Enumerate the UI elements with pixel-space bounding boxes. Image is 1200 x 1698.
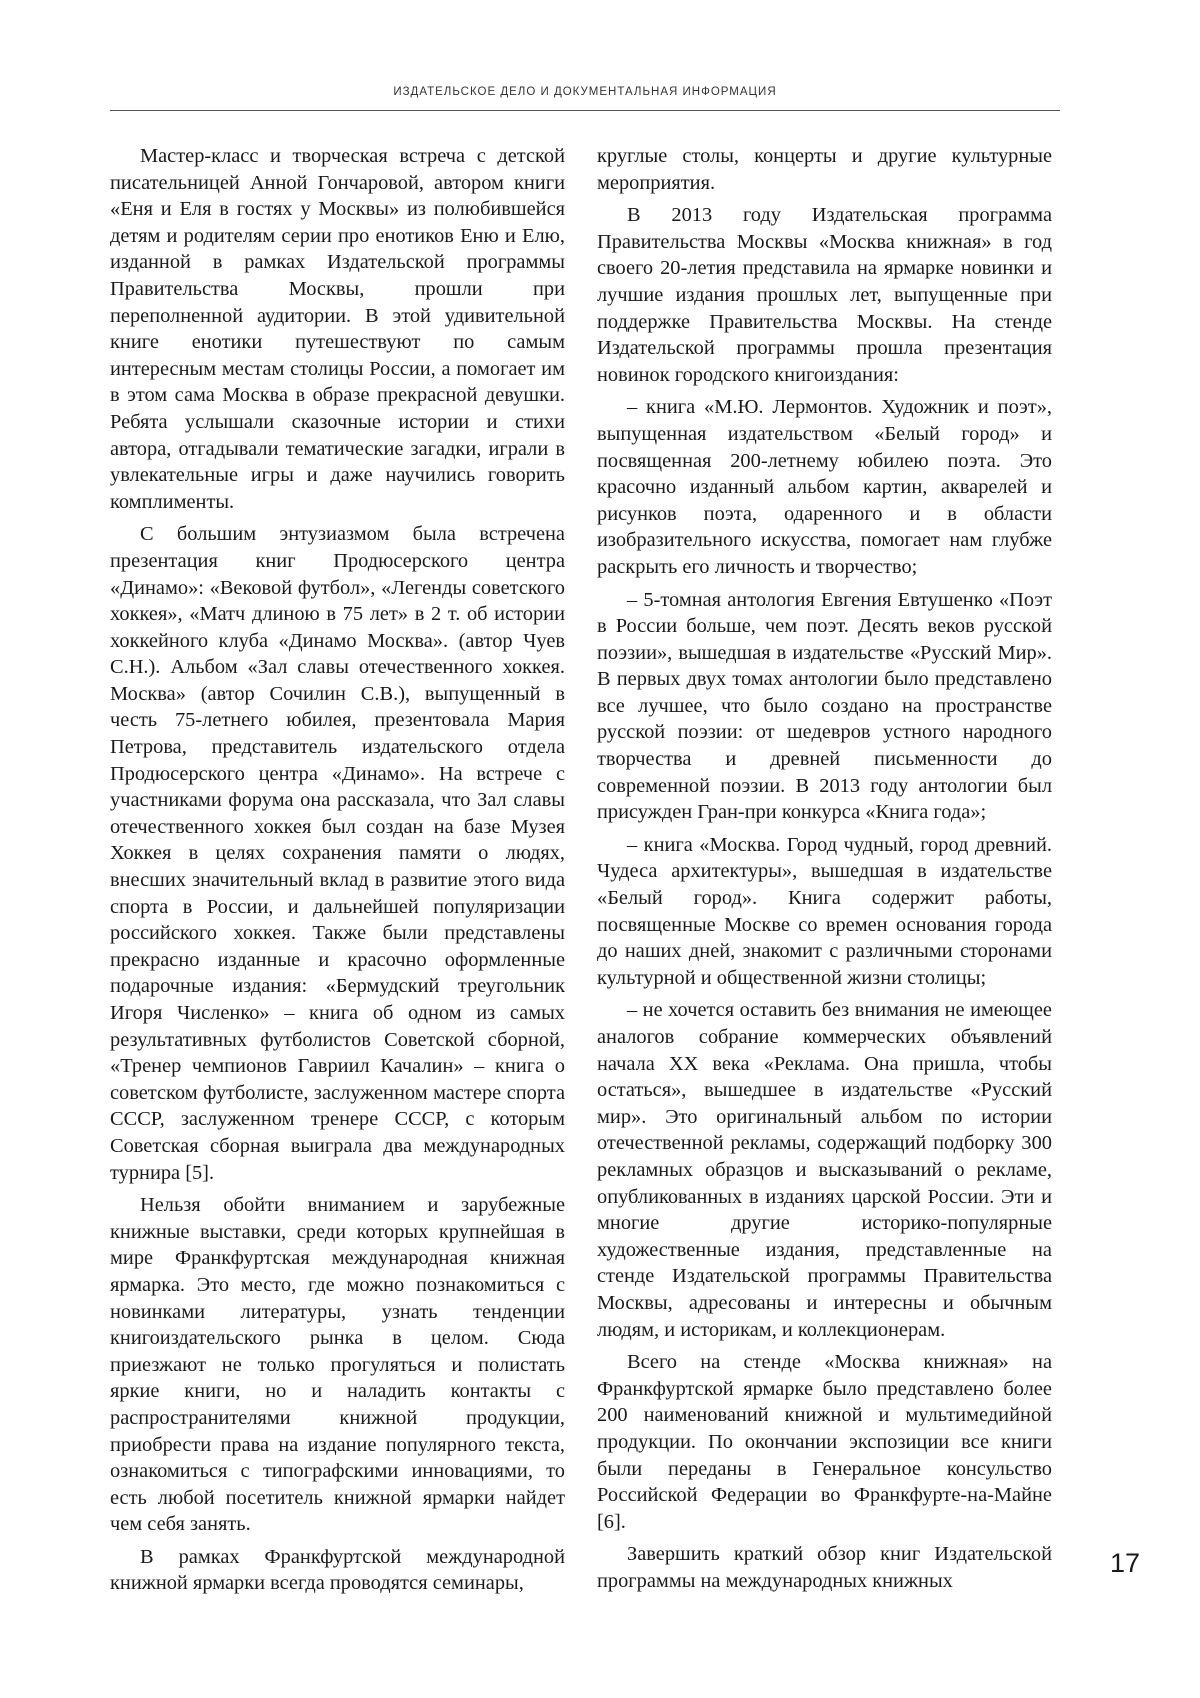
paragraph: Завершить краткий обзор книг Издательской программы на международных книжных <box>597 1543 1052 1592</box>
list-item: – книга «М.Ю. Лермонтов. Художник и поэт», выпущенная издательством «Белый город» и посвященная 200-летнему юбилею поэта. Это красочно изданный альбом картин, акварелей и рисунков поэта, одаренного и в области изобразительного искусства, помогает нам глубже раскрыть его личность и творчество; <box>597 396 1052 578</box>
paragraph-continued: круглые столы, концерты и другие культурные мероприятия. <box>597 145 1052 194</box>
paragraph: В 2013 году Издательская программа Правительства Москвы «Москва книжная» в год своего 20-летия представила на ярмарке новинки и лучшие издания прошлых лет, выпущенные при поддержке Правительства Москвы. На стенде Издательской программы прошла презентация новинок городского книгоиздания: <box>597 204 1052 386</box>
page-number: 17 <box>1110 1548 1141 1578</box>
list-item: – не хочется оставить без внимания не имеющее аналогов собрание коммерческих объявлений начала XX века «Реклама. Она пришла, чтобы остаться», вышедшее в издательстве «Русский мир». Это оригинальный альбом по истории отечественной рекламы, содержащий подборку 300 рекламных образцов и высказываний о рекламе, опубликованных в изданиях царской России. Эти и многие другие историко-популярные художественные издания, представленные на стенде Издательской программы Правительства Москвы, адресованы и интересны и обычным людям, и историкам, и коллекционерам. <box>597 999 1052 1341</box>
paragraph: Нельзя обойти вниманием и зарубежные книжные выставки, среди которых крупнейшая в мире Франкфуртская международная книжная ярмарка. Это место, где можно познакомиться с новинками литературы, узнать тенденции книгоиздательского рынка в целом. Сюда приезжают не только прогуляться и полистать яркие книги, но и наладить контакты с распространителями книжной продукции, приобрести права на издание популярного текста, ознакомиться с типографскими инновациями, то есть любой посетитель книжной ярмарки найдет чем себя занять. <box>110 1194 565 1536</box>
list-item: – книга «Москва. Город чудный, город древний. Чудеса архитектуры», вышедшая в издательстве «Белый город». Книга содержит работы, посвященные Москве со времен основания города до наших дней, знакомит с различными сторонами культурной и общественной жизни столицы; <box>597 833 1052 989</box>
running-header: ИЗДАТЕЛЬСКОЕ ДЕЛО И ДОКУМЕНТАЛЬНАЯ ИНФОРМАЦИЯ <box>393 86 777 98</box>
list-item: – 5-томная антология Евгения Евтушенко «Поэт в России больше, чем поэт. Десять веков русской поэзии», вышедшая в издательстве «Русский Мир». В первых двух томах антологии было представлено все лучшее, что было создано на пространстве русской поэзии: от шедевров устного народного творчества и древней письменности до современной поэзии. В 2013 году антологии был присужден Гран-при конкурса «Книга года»; <box>597 588 1052 824</box>
left-column <box>110 143 565 1603</box>
header-rule <box>110 110 1060 111</box>
paragraph: С большим энтузиазмом была встречена презентация книг Продюсерского центра «Динамо»: «Вековой футбол», «Легенды советского хоккея», «Матч длиною в 75 лет» в 2 т. об истории хоккейного клуба «Динамо Москва». (автор Чуев С.Н.). Альбом «Зал славы отечественного хоккея. Москва» (автор Сочилин С.В.), выпущенный в честь 75-летнего юбилея, презентовала Мария Петрова, представитель издательского отдела Продюсерского центра «Динамо». На встрече с участниками форума она рассказала, что Зал славы отечественного хоккея был создан на базе Музея Хоккея в целях сохранения памяти о людях, внесших значительный вклад в развитие этого вида спорта в России, и дальнейшей популяризации российского хоккея. Также были представлены прекрасно изданные и красочно оформленные подарочные издания: «Бермудский треугольник Игоря Численко» – книга об одном из самых результативных футболистов Советской сборной, «Тренер чемпионов Гавриил Качалин» – книга о советском футболисте, заслуженном мастере спорта СССР, заслуженном тренере СССР, с которым Советская сборная выиграла два международных турнира [5]. <box>110 523 565 1184</box>
paragraph: В рамках Франкфуртской международной книжной ярмарки всегда проводятся семинары, <box>110 1545 565 1595</box>
right-column <box>597 143 1052 1600</box>
paragraph: Всего на стенде «Москва книжная» на Франкфуртской ярмарке было представлено более 200 наименований книжной и мультимедийной продукции. По окончании экспозиции все книги были переданы в Генеральное консульство Российской Федерации во Франкфурте-на-Майне [6]. <box>597 1351 1052 1533</box>
paragraph: Мастер-класс и творческая встреча с детской писательницей Анной Гончаровой, автором книги «Еня и Еля в гостях у Москвы» из полюбившейся детям и родителям серии про енотиков Еню и Елю, изданной в рамках Издательской программы Правительства Москвы, прошли при переполненной аудитории. В этой удивительной книге енотики путешествуют по самым интересным местам столицы России, а помогает им в этом сама Москва в образе прекрасной девушки. Ребята услышали сказочные истории и стихи автора, отгадывали тематические загадки, играли в увлекательные игры и даже научились говорить комплименты. <box>110 145 565 513</box>
